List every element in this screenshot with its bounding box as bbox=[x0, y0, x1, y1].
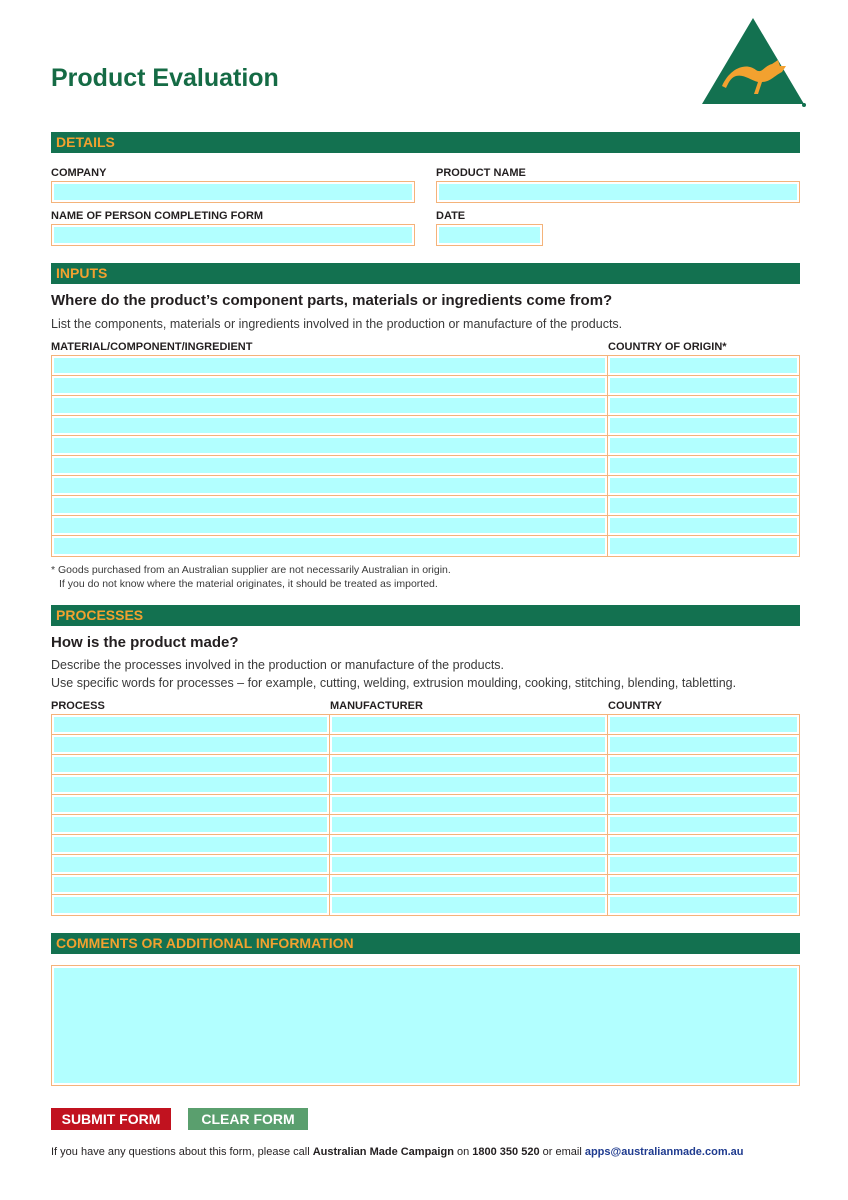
manufacturer-field[interactable] bbox=[330, 755, 608, 774]
product-name-field[interactable] bbox=[436, 181, 800, 203]
table-row bbox=[52, 536, 799, 556]
processes-section-header: PROCESSES bbox=[51, 605, 800, 626]
company-label: COMPANY bbox=[51, 167, 107, 179]
table-row bbox=[52, 416, 799, 436]
processes-description-line1: Describe the processes involved in the production or manufacture of the products. bbox=[51, 658, 505, 672]
table-row bbox=[52, 835, 799, 855]
country-of-origin-field[interactable] bbox=[608, 376, 799, 395]
material-field[interactable] bbox=[52, 516, 608, 535]
processes-table bbox=[51, 714, 800, 916]
country-field[interactable] bbox=[608, 895, 799, 915]
table-row bbox=[52, 476, 799, 496]
table-row bbox=[52, 715, 799, 735]
process-field[interactable] bbox=[52, 815, 330, 834]
table-row bbox=[52, 895, 799, 915]
table-row bbox=[52, 815, 799, 835]
material-field[interactable] bbox=[52, 436, 608, 455]
process-field[interactable] bbox=[52, 735, 330, 754]
product-name-label: PRODUCT NAME bbox=[436, 167, 526, 179]
manufacturer-field[interactable] bbox=[330, 815, 608, 834]
table-row bbox=[52, 356, 799, 376]
material-field[interactable] bbox=[52, 476, 608, 495]
country-column-header: COUNTRY bbox=[608, 700, 662, 712]
material-field[interactable] bbox=[52, 496, 608, 515]
manufacturer-field[interactable] bbox=[330, 875, 608, 894]
material-field[interactable] bbox=[52, 456, 608, 475]
process-field[interactable] bbox=[52, 795, 330, 814]
process-field[interactable] bbox=[52, 715, 330, 734]
processes-description-line2: Use specific words for processes – for example, cutting, welding, extrusion moulding, cooking, stitching, blending, tabletting. bbox=[51, 676, 737, 690]
material-field[interactable] bbox=[52, 356, 608, 375]
manufacturer-field[interactable] bbox=[330, 735, 608, 754]
comments-section-header: COMMENTS OR ADDITIONAL INFORMATION bbox=[51, 933, 800, 954]
footer-org: Australian Made Campaign bbox=[312, 1146, 454, 1158]
country-of-origin-field[interactable] bbox=[608, 476, 799, 495]
table-row bbox=[52, 516, 799, 536]
process-field[interactable] bbox=[52, 835, 330, 854]
inputs-table bbox=[51, 355, 800, 557]
country-field[interactable] bbox=[608, 755, 799, 774]
manufacturer-field[interactable] bbox=[330, 715, 608, 734]
person-label: NAME OF PERSON COMPLETING FORM bbox=[51, 210, 264, 222]
material-column-header: MATERIAL/COMPONENT/INGREDIENT bbox=[51, 341, 253, 353]
footer-phone: 1800 350 520 bbox=[472, 1146, 540, 1158]
page-title: Product Evaluation bbox=[51, 64, 279, 92]
date-label: DATE bbox=[436, 210, 466, 222]
table-row bbox=[52, 755, 799, 775]
submit-form-button[interactable]: SUBMIT FORM bbox=[51, 1108, 171, 1130]
table-row bbox=[52, 456, 799, 476]
country-of-origin-field[interactable] bbox=[608, 396, 799, 415]
company-field[interactable] bbox=[51, 181, 415, 203]
country-field[interactable] bbox=[608, 775, 799, 794]
footer-contact: If you have any questions about this form, please call Australian Made Campaign on 1800 350 520 or email apps@australianmade.com.au bbox=[51, 1146, 744, 1158]
process-field[interactable] bbox=[52, 895, 330, 915]
table-row bbox=[52, 735, 799, 755]
process-field[interactable] bbox=[52, 775, 330, 794]
processes-question: How is the product made? bbox=[51, 634, 239, 651]
table-row bbox=[52, 496, 799, 516]
table-row bbox=[52, 855, 799, 875]
date-field[interactable] bbox=[436, 224, 543, 246]
country-field[interactable] bbox=[608, 815, 799, 834]
manufacturer-field[interactable] bbox=[330, 835, 608, 854]
australian-made-logo-icon bbox=[700, 16, 806, 108]
inputs-section-header: INPUTS bbox=[51, 263, 800, 284]
origin-note-line2: If you do not know where the material originates, it should be treated as imported. bbox=[59, 578, 438, 590]
origin-note-line1: * Goods purchased from an Australian supplier are not necessarily Australian in origin. bbox=[51, 564, 451, 576]
process-field[interactable] bbox=[52, 875, 330, 894]
table-row bbox=[52, 376, 799, 396]
country-of-origin-field[interactable] bbox=[608, 536, 799, 556]
process-column-header: PROCESS bbox=[51, 700, 105, 712]
details-section-header: DETAILS bbox=[51, 132, 800, 153]
inputs-description: List the components, materials or ingredients involved in the production or manufacture of the products. bbox=[51, 317, 623, 331]
country-of-origin-field[interactable] bbox=[608, 436, 799, 455]
country-field[interactable] bbox=[608, 715, 799, 734]
table-row bbox=[52, 775, 799, 795]
table-row bbox=[52, 436, 799, 456]
country-of-origin-field[interactable] bbox=[608, 416, 799, 435]
manufacturer-field[interactable] bbox=[330, 795, 608, 814]
process-field[interactable] bbox=[52, 855, 330, 874]
table-row bbox=[52, 396, 799, 416]
clear-form-button[interactable]: CLEAR FORM bbox=[188, 1108, 308, 1130]
material-field[interactable] bbox=[52, 396, 608, 415]
material-field[interactable] bbox=[52, 376, 608, 395]
table-row bbox=[52, 875, 799, 895]
process-field[interactable] bbox=[52, 755, 330, 774]
country-field[interactable] bbox=[608, 795, 799, 814]
country-of-origin-field[interactable] bbox=[608, 356, 799, 375]
material-field[interactable] bbox=[52, 416, 608, 435]
table-row bbox=[52, 795, 799, 815]
manufacturer-column-header: MANUFACTURER bbox=[330, 700, 423, 712]
manufacturer-field[interactable] bbox=[330, 895, 608, 915]
inputs-question: Where do the product’s component parts, materials or ingredients come from? bbox=[51, 292, 613, 309]
material-field[interactable] bbox=[52, 536, 608, 556]
country-field[interactable] bbox=[608, 735, 799, 754]
country-field[interactable] bbox=[608, 875, 799, 894]
country-of-origin-field[interactable] bbox=[608, 456, 799, 475]
origin-column-header: COUNTRY OF ORIGIN* bbox=[608, 341, 727, 353]
manufacturer-field[interactable] bbox=[330, 855, 608, 874]
country-field[interactable] bbox=[608, 855, 799, 874]
manufacturer-field[interactable] bbox=[330, 775, 608, 794]
country-of-origin-field[interactable] bbox=[608, 516, 799, 535]
person-name-field[interactable] bbox=[51, 224, 415, 246]
country-field[interactable] bbox=[608, 835, 799, 854]
country-of-origin-field[interactable] bbox=[608, 496, 799, 515]
footer-email-link[interactable]: apps@australianmade.com.au bbox=[584, 1146, 744, 1158]
comments-textarea[interactable] bbox=[51, 965, 800, 1086]
